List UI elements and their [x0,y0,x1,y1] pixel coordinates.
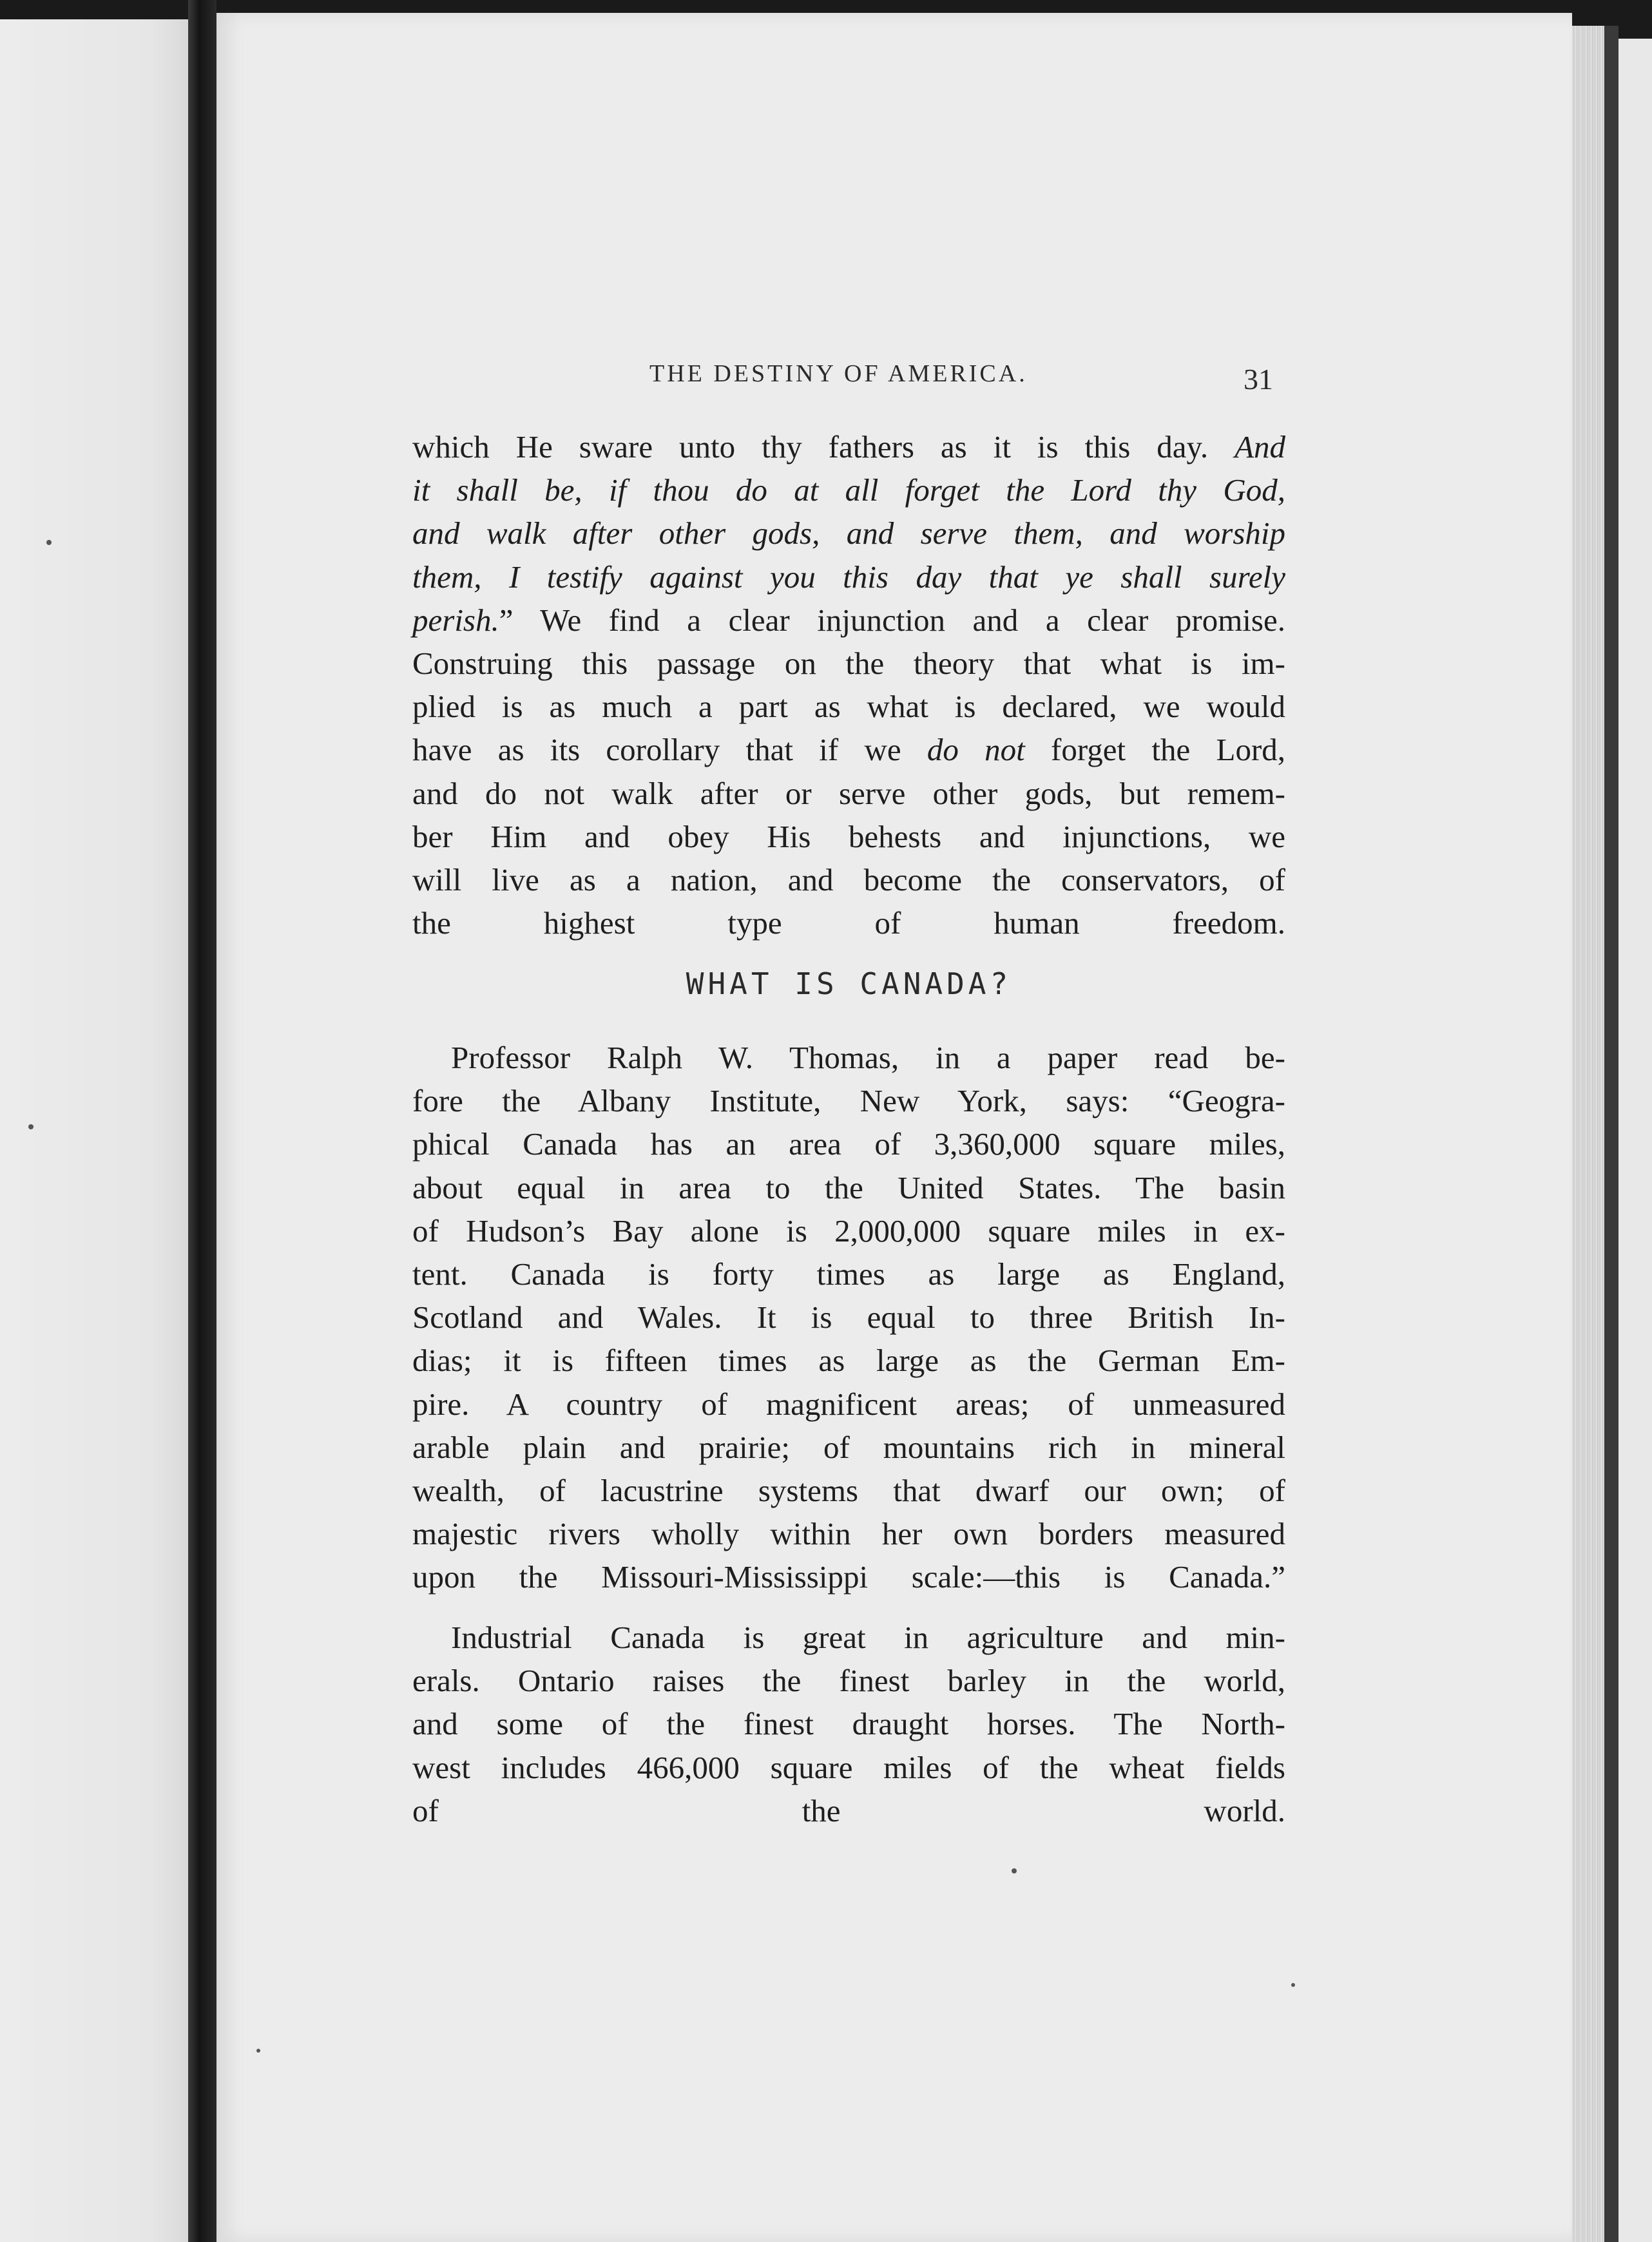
text-line: have as its corollary that if we do not forget the Lord, [412,732,1286,768]
text-line: and some of the finest draught horses. The North- [412,1706,1285,1742]
text-line: fore the Albany Institute, New York, says: “Geogra- [412,1083,1285,1119]
text-line: erals. Ontario raises the finest barley in the world, [412,1663,1285,1699]
book-gutter [188,0,216,2242]
text-line: Professor Ralph W. Thomas, in a paper read be- [451,1040,1285,1075]
text-line: phical Canada has an area of 3,360,000 square miles, [412,1126,1285,1162]
paragraph-scripture [412,425,1285,944]
text-line: ber Him and obey His behests and injunctions, we [412,818,1285,854]
text-line: Construing this passage on the theory that what is im- [412,646,1285,682]
text-line: dias; it is fifteen times as large as the German Em- [412,1343,1285,1379]
text-line: of Hudson’s Bay alone is 2,000,000 square miles in ex- [412,1212,1285,1249]
text-line: it shall be, if thou do at all forget the Lord thy God, [412,472,1285,508]
page-number: 31 [1244,363,1273,396]
text-line: them, I testify against you this day that ye shall surely [412,559,1285,595]
text-line: will live as a nation, and become the conservators, of [412,862,1285,898]
page-edges [1572,26,1604,2242]
paragraph-thomas-quote [412,1036,1285,1599]
text-line: tent. Canada is forty times as large as England, [412,1256,1285,1292]
scan-speck [1291,1983,1295,1987]
text-line: west includes 466,000 square miles of the wheat fields [412,1749,1285,1785]
scan-speck [28,1124,34,1129]
text-line: and walk after other gods, and serve them, and worship [412,515,1285,551]
text-line: which He sware unto thy fathers as it is this day. And [412,429,1286,465]
section-heading: WHAT IS CANADA? [686,966,1012,1001]
text-line: upon the Missouri-Mississippi scale:—this is Canada.” [412,1559,1285,1595]
paragraph-industrial-canada [412,1616,1285,1832]
scan-speck [46,540,52,545]
text-line: perish.” We find a clear injunction and a clear promise. [412,602,1285,638]
text-line: about equal in area to the United States. The basin [412,1169,1285,1205]
scan-background-strip [1618,39,1652,2242]
left-facing-page [0,19,188,2242]
scan-speck [1012,1868,1017,1873]
text-line: and do not walk after or serve other gods, but remem- [412,775,1285,811]
text-line: arable plain and prairie; of mountains rich in mineral [412,1429,1285,1465]
text-line: Industrial Canada is great in agriculture and min- [451,1620,1285,1655]
running-header: THE DESTINY OF AMERICA. [649,360,1028,387]
text-line: wealth, of lacustrine systems that dwarf our own; of [412,1473,1285,1509]
scan-speck [256,2049,260,2053]
text-line: Scotland and Wales. It is equal to three British In- [412,1299,1285,1336]
text-line: of the world. [412,1792,1285,1828]
cover-edge [1604,26,1618,2242]
text-line: majestic rivers wholly within her own borders measured [412,1516,1285,1552]
text-line: the highest type of human freedom. [412,905,1285,941]
text-line: pire. A country of magnificent areas; of unmeasured [412,1386,1285,1422]
text-line: plied is as much a part as what is declared, we would [412,689,1285,725]
